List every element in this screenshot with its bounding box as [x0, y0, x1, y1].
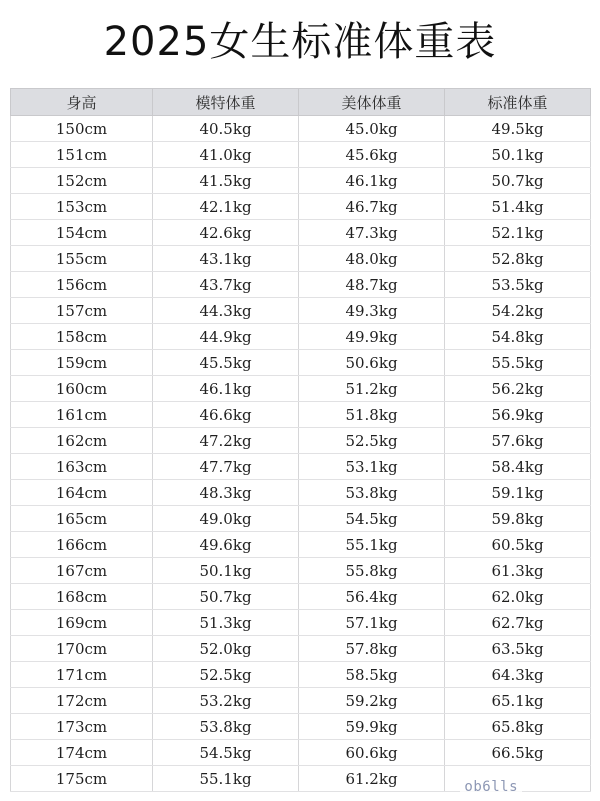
cell-standard-weight: 51.4kg [445, 194, 591, 220]
column-header-model-weight: 模特体重 [153, 89, 299, 116]
cell-height: 171cm [11, 662, 153, 688]
table-row [11, 350, 591, 376]
cell-beauty-weight: 46.7kg [299, 194, 445, 220]
cell-beauty-weight: 45.6kg [299, 142, 445, 168]
table-row [11, 324, 591, 350]
table-row [11, 428, 591, 454]
table-row [11, 454, 591, 480]
table-row [11, 298, 591, 324]
cell-standard-weight: 54.2kg [445, 298, 591, 324]
cell-beauty-weight: 57.1kg [299, 610, 445, 636]
cell-height: 161cm [11, 402, 153, 428]
table-row [11, 714, 591, 740]
table-header-row [11, 89, 591, 116]
cell-height: 174cm [11, 740, 153, 766]
cell-height: 150cm [11, 116, 153, 142]
table-row [11, 688, 591, 714]
cell-standard-weight: 53.5kg [445, 272, 591, 298]
cell-height: 172cm [11, 688, 153, 714]
cell-height: 157cm [11, 298, 153, 324]
cell-model-weight: 52.5kg [153, 662, 299, 688]
cell-standard-weight: 65.1kg [445, 688, 591, 714]
table-row [11, 480, 591, 506]
cell-standard-weight: 49.5kg [445, 116, 591, 142]
table-row [11, 168, 591, 194]
cell-height: 152cm [11, 168, 153, 194]
cell-beauty-weight: 57.8kg [299, 636, 445, 662]
cell-beauty-weight: 56.4kg [299, 584, 445, 610]
cell-beauty-weight: 59.9kg [299, 714, 445, 740]
cell-beauty-weight: 55.1kg [299, 532, 445, 558]
cell-standard-weight: 65.8kg [445, 714, 591, 740]
table-row [11, 662, 591, 688]
cell-height: 158cm [11, 324, 153, 350]
cell-beauty-weight: 48.0kg [299, 246, 445, 272]
cell-beauty-weight: 54.5kg [299, 506, 445, 532]
cell-beauty-weight: 49.9kg [299, 324, 445, 350]
cell-model-weight: 49.0kg [153, 506, 299, 532]
cell-model-weight: 51.3kg [153, 610, 299, 636]
cell-model-weight: 44.3kg [153, 298, 299, 324]
cell-model-weight: 50.7kg [153, 584, 299, 610]
cell-height: 167cm [11, 558, 153, 584]
cell-standard-weight: 59.1kg [445, 480, 591, 506]
watermark: ob6lls [460, 779, 522, 795]
cell-standard-weight: 52.1kg [445, 220, 591, 246]
table-row [11, 272, 591, 298]
cell-model-weight: 52.0kg [153, 636, 299, 662]
cell-model-weight: 49.6kg [153, 532, 299, 558]
cell-height: 164cm [11, 480, 153, 506]
table-row [11, 116, 591, 142]
cell-height: 156cm [11, 272, 153, 298]
cell-model-weight: 54.5kg [153, 740, 299, 766]
cell-beauty-weight: 48.7kg [299, 272, 445, 298]
weight-table [10, 88, 591, 792]
table-row [11, 506, 591, 532]
cell-height: 154cm [11, 220, 153, 246]
cell-beauty-weight: 55.8kg [299, 558, 445, 584]
cell-model-weight: 47.2kg [153, 428, 299, 454]
column-header-height: 身高 [11, 89, 153, 116]
cell-model-weight: 44.9kg [153, 324, 299, 350]
cell-model-weight: 48.3kg [153, 480, 299, 506]
cell-height: 168cm [11, 584, 153, 610]
cell-beauty-weight: 60.6kg [299, 740, 445, 766]
cell-model-weight: 43.1kg [153, 246, 299, 272]
cell-standard-weight: 50.7kg [445, 168, 591, 194]
table-row [11, 610, 591, 636]
cell-height: 173cm [11, 714, 153, 740]
table-row [11, 636, 591, 662]
cell-beauty-weight: 46.1kg [299, 168, 445, 194]
weight-table-container [10, 88, 590, 792]
table-row [11, 220, 591, 246]
cell-height: 160cm [11, 376, 153, 402]
cell-height: 159cm [11, 350, 153, 376]
cell-model-weight: 47.7kg [153, 454, 299, 480]
cell-model-weight: 46.6kg [153, 402, 299, 428]
cell-standard-weight: 64.3kg [445, 662, 591, 688]
cell-beauty-weight: 50.6kg [299, 350, 445, 376]
cell-model-weight: 41.5kg [153, 168, 299, 194]
table-row [11, 558, 591, 584]
column-header-beauty-weight: 美体体重 [299, 89, 445, 116]
cell-standard-weight: 55.5kg [445, 350, 591, 376]
cell-model-weight: 46.1kg [153, 376, 299, 402]
cell-standard-weight: 62.0kg [445, 584, 591, 610]
cell-beauty-weight: 58.5kg [299, 662, 445, 688]
cell-model-weight: 45.5kg [153, 350, 299, 376]
table-row [11, 246, 591, 272]
cell-beauty-weight: 49.3kg [299, 298, 445, 324]
table-row [11, 142, 591, 168]
cell-model-weight: 41.0kg [153, 142, 299, 168]
cell-model-weight: 43.7kg [153, 272, 299, 298]
cell-height: 175cm [11, 766, 153, 792]
cell-model-weight: 53.2kg [153, 688, 299, 714]
table-row [11, 376, 591, 402]
cell-model-weight: 55.1kg [153, 766, 299, 792]
cell-beauty-weight: 45.0kg [299, 116, 445, 142]
cell-standard-weight: 58.4kg [445, 454, 591, 480]
table-row [11, 740, 591, 766]
cell-standard-weight: 57.6kg [445, 428, 591, 454]
cell-model-weight: 50.1kg [153, 558, 299, 584]
table-row [11, 194, 591, 220]
cell-beauty-weight: 53.8kg [299, 480, 445, 506]
cell-standard-weight: 56.2kg [445, 376, 591, 402]
cell-beauty-weight: 59.2kg [299, 688, 445, 714]
cell-standard-weight: 61.3kg [445, 558, 591, 584]
table-body [11, 116, 591, 792]
cell-model-weight: 40.5kg [153, 116, 299, 142]
cell-standard-weight: 59.8kg [445, 506, 591, 532]
cell-height: 162cm [11, 428, 153, 454]
cell-standard-weight: 54.8kg [445, 324, 591, 350]
cell-standard-weight: 50.1kg [445, 142, 591, 168]
cell-height: 166cm [11, 532, 153, 558]
cell-model-weight: 42.1kg [153, 194, 299, 220]
cell-height: 153cm [11, 194, 153, 220]
cell-standard-weight: 60.5kg [445, 532, 591, 558]
cell-model-weight: 53.8kg [153, 714, 299, 740]
cell-height: 165cm [11, 506, 153, 532]
cell-beauty-weight: 61.2kg [299, 766, 445, 792]
cell-height: 170cm [11, 636, 153, 662]
table-row [11, 584, 591, 610]
cell-beauty-weight: 51.2kg [299, 376, 445, 402]
cell-beauty-weight: 51.8kg [299, 402, 445, 428]
cell-standard-weight: 63.5kg [445, 636, 591, 662]
column-header-standard-weight: 标准体重 [445, 89, 591, 116]
cell-beauty-weight: 47.3kg [299, 220, 445, 246]
cell-height: 163cm [11, 454, 153, 480]
cell-standard-weight: 56.9kg [445, 402, 591, 428]
cell-height: 169cm [11, 610, 153, 636]
table-row [11, 532, 591, 558]
cell-standard-weight: 62.7kg [445, 610, 591, 636]
table-row [11, 402, 591, 428]
cell-height: 155cm [11, 246, 153, 272]
cell-standard-weight: 66.5kg [445, 740, 591, 766]
cell-beauty-weight: 52.5kg [299, 428, 445, 454]
cell-standard-weight: 52.8kg [445, 246, 591, 272]
cell-beauty-weight: 53.1kg [299, 454, 445, 480]
cell-height: 151cm [11, 142, 153, 168]
page-title: 2025女生标准体重表 [103, 19, 497, 65]
cell-model-weight: 42.6kg [153, 220, 299, 246]
